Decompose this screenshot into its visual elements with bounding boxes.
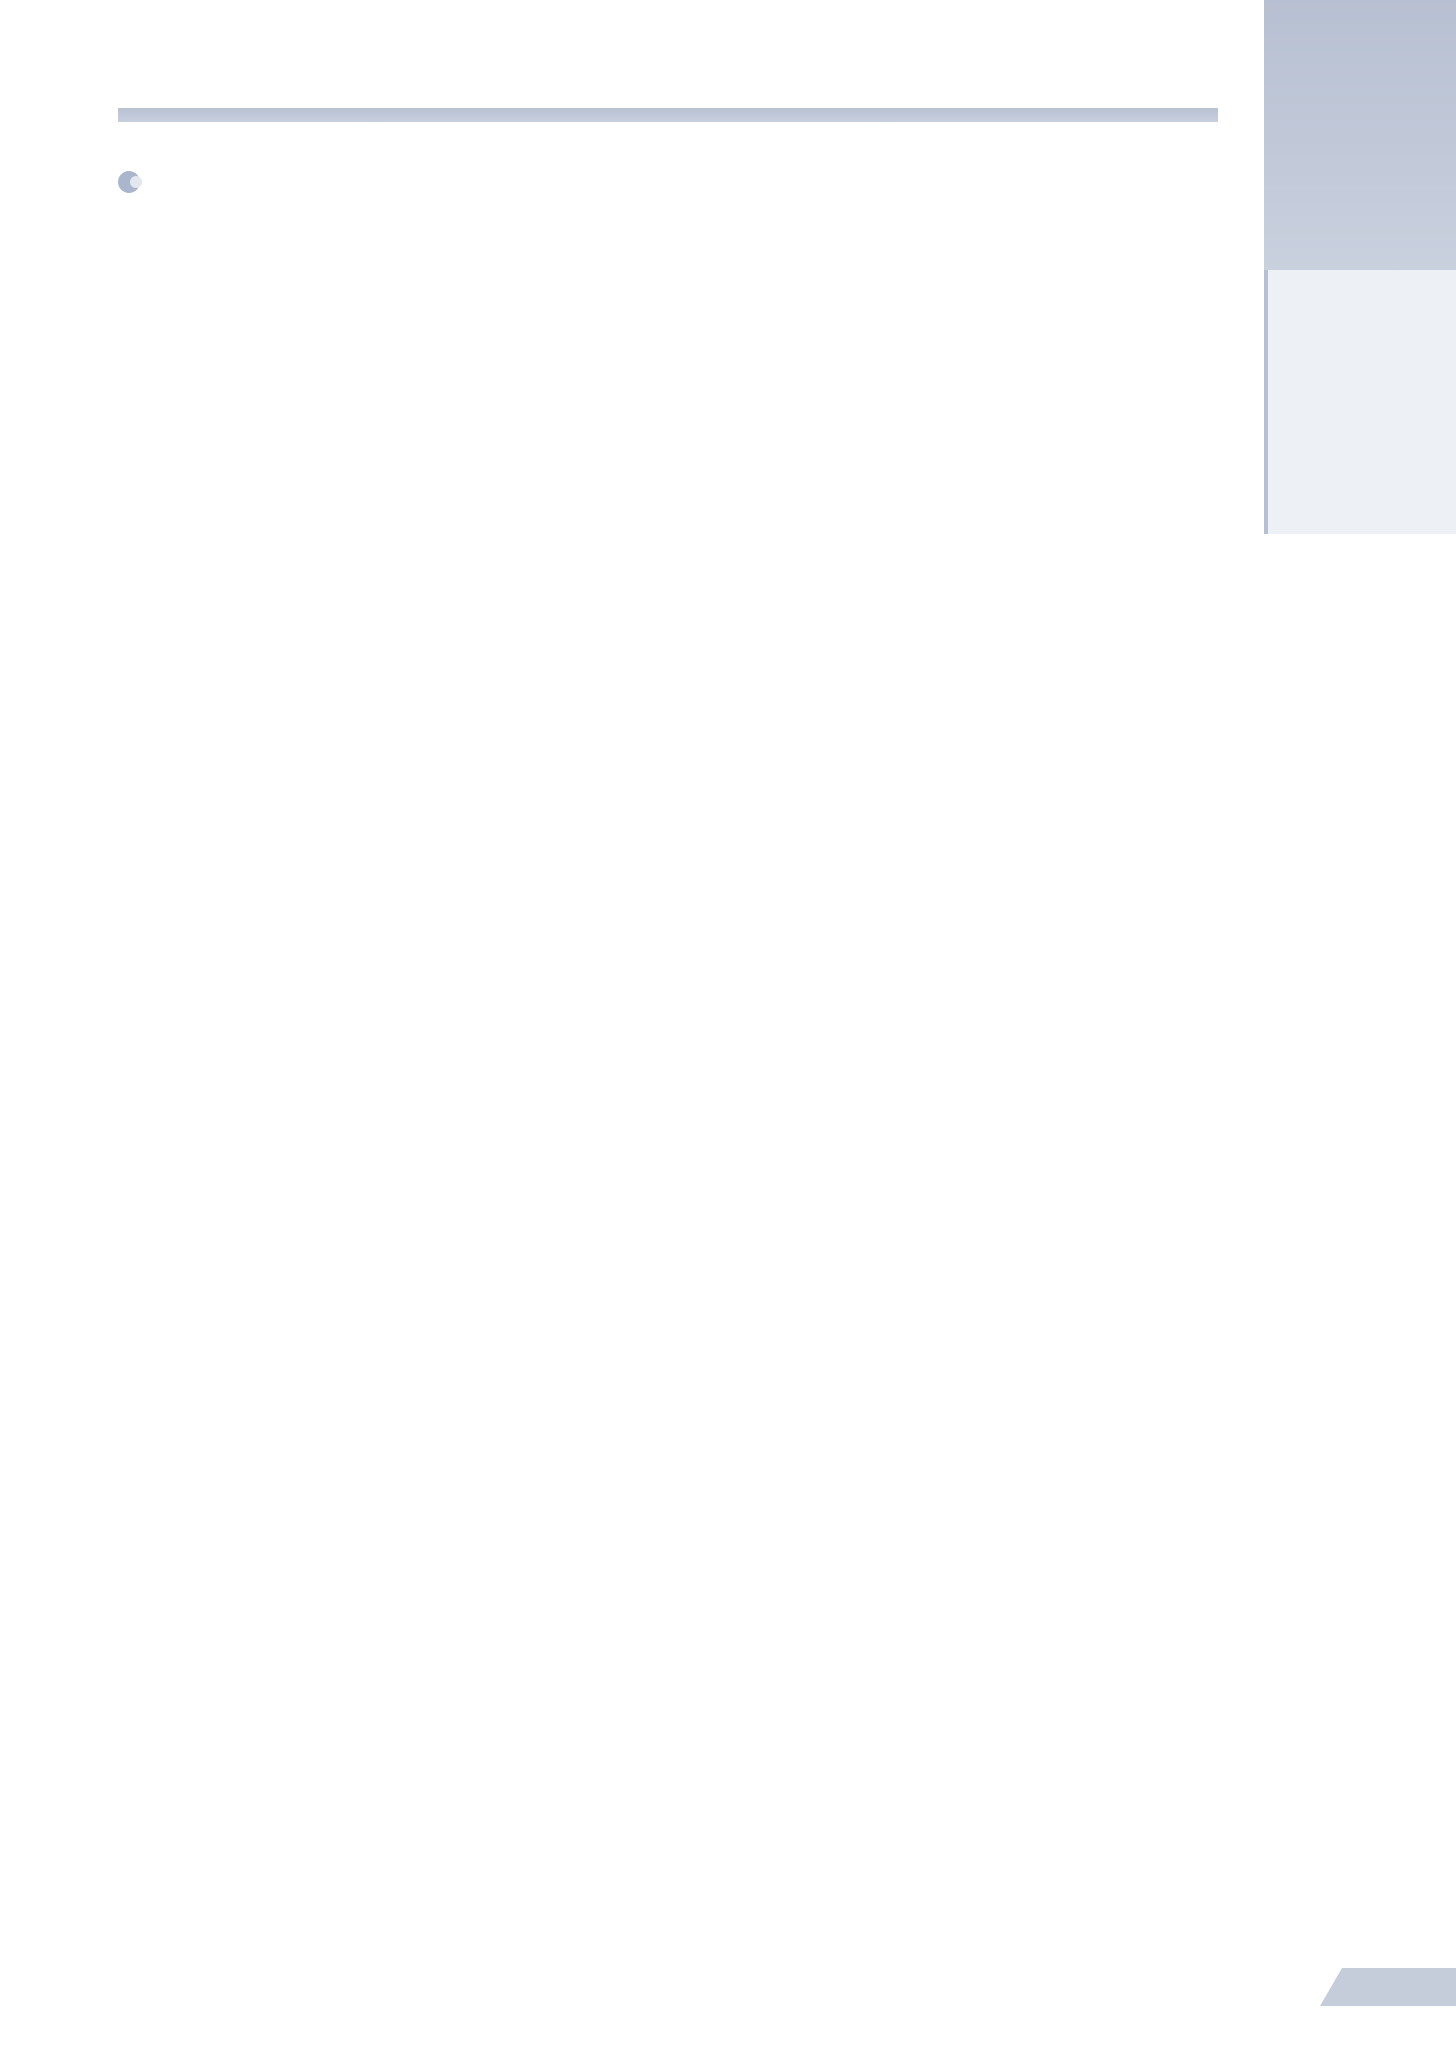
bullet-icon: [118, 171, 140, 193]
page-title: [118, 162, 174, 202]
sidebar-top-panel: [1264, 0, 1456, 270]
sidebar-divider: [1266, 534, 1456, 538]
sidebar-sub-panel: [1264, 270, 1456, 534]
page-number: [1320, 1968, 1456, 2006]
header-bar: [118, 108, 1218, 122]
